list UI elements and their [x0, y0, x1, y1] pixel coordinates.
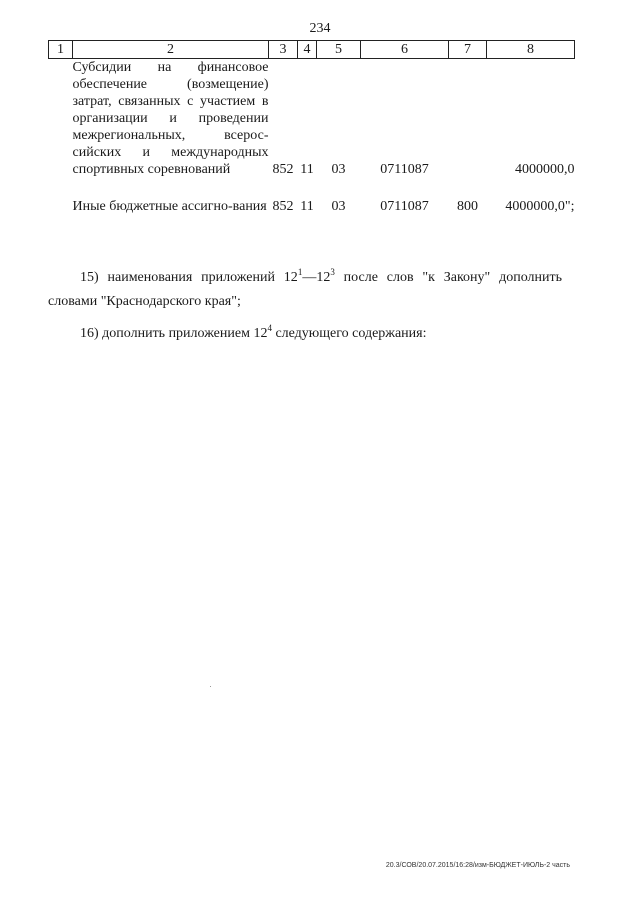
superscript: 3 — [330, 267, 335, 277]
paragraph-16-text: 16) дополнить приложением 12 — [80, 326, 268, 341]
paragraph-15-range: —12 — [302, 270, 331, 285]
row-col6: 0711087 — [380, 162, 429, 177]
paragraph-15-suffix: после слов "к Закону" дополнить словами "Краснодарского края"; — [48, 270, 563, 309]
row-col4: 11 — [300, 199, 314, 214]
table-header-row — [49, 41, 575, 59]
row-gap — [49, 178, 575, 198]
page-number: 234 — [309, 21, 331, 36]
header-col-8: 8 — [487, 41, 575, 59]
footer-file-path: 20.3/СОВ/20.07.2015/16:28/изм-БЮДЖЕТ-ИЮЛЬ-2 часть — [385, 862, 570, 869]
superscript: 1 — [297, 267, 303, 277]
row-name: Субсидии на финансовое обеспечение (возмещение) затрат, связанных с участием в организации и проведении межрегиональных, всерос-сийских и международных спортивных соревнований — [72, 60, 269, 177]
row-col5: 03 — [331, 199, 346, 214]
row-col3: 852 — [272, 199, 294, 214]
header-col-6: 6 — [361, 41, 449, 59]
table-row — [49, 198, 575, 215]
paragraph-15 — [48, 266, 562, 314]
header-col-7: 7 — [449, 41, 487, 59]
row-col6: 0711087 — [380, 199, 429, 214]
row-col4: 11 — [300, 162, 314, 177]
row-name: Иные бюджетные ассигно-вания — [72, 199, 267, 214]
row-col7 — [449, 59, 487, 179]
header-col-1: 1 — [49, 41, 73, 59]
row-col7: 800 — [457, 199, 478, 214]
row-col8: 4000000,0 — [515, 162, 575, 177]
row-col5: 03 — [331, 162, 346, 177]
table-row — [49, 59, 575, 179]
header-col-4: 4 — [298, 41, 317, 59]
header-col-3: 3 — [269, 41, 298, 59]
paragraph-16 — [48, 322, 562, 346]
header-col-2: 2 — [73, 41, 269, 59]
row-col3: 852 — [272, 162, 294, 177]
budget-table — [48, 40, 575, 215]
header-col-5: 5 — [317, 41, 361, 59]
scan-speck — [210, 686, 211, 687]
paragraph-15-text: 15) наименования приложений 12 — [80, 270, 298, 285]
superscript: 4 — [267, 323, 272, 333]
row-col8: 4000000,0"; — [505, 199, 575, 214]
paragraph-16-suffix: следующего содержания: — [271, 326, 427, 341]
